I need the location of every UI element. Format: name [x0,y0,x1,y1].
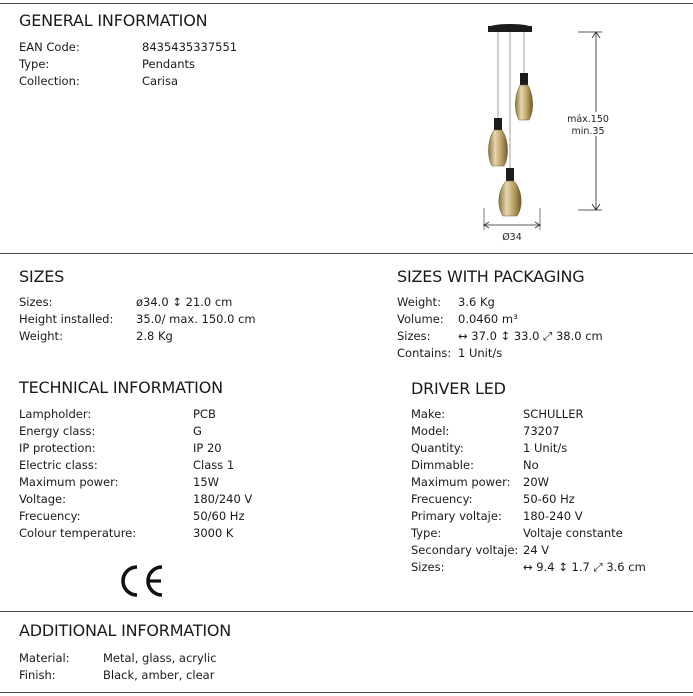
packaging-row-weight: Weight: 3.6 Kg [397,295,495,309]
additional-row-finish: Finish: Black, amber, clear [19,668,215,682]
packaging-row-sizes: Sizes: ↔ 37.0 ↕ 33.0 ⤢ 38.0 cm [397,329,603,343]
additional-row-material: Material: Metal, glass, acrylic [19,651,217,665]
packaging-row-contains: Contains: 1 Unit/s [397,346,503,360]
width-label: Ø34 [502,232,522,243]
driver-row: Sizes: ↔ 9.4 ↕ 1.7 ⤢ 3.6 cm [411,560,646,574]
driver-list [411,406,691,576]
general-row-type: Type: Pendants [19,57,196,71]
packaging-heading: SIZES WITH PACKAGING [397,267,585,286]
driver-row: Secondary voltaje: 24 V [411,543,550,557]
general-row-ean: EAN Code: 8435435337551 [19,40,238,54]
packaging-list [397,294,687,362]
driver-row: Maximum power: 20W [411,475,550,489]
sizes-row-weight: Weight: 2.8 Kg [19,329,173,343]
shade-right [515,73,532,120]
technical-row: Voltage: 180/240 V [19,492,253,506]
general-row-collection: Collection: Carisa [19,74,179,88]
pendant-lamp-diagram [470,18,620,243]
shade-bottom [499,168,521,216]
driver-row: Primary voltaje: 180-240 V [411,509,583,523]
technical-list [19,406,349,542]
technical-row: Maximum power: 15W [19,475,220,489]
general-information-list [19,39,319,90]
packaging-row-volume: Volume: 0.0460 m³ [397,312,518,326]
general-information-heading: GENERAL INFORMATION [19,11,208,30]
sizes-list [19,294,339,345]
driver-heading: DRIVER LED [411,379,506,398]
technical-row: IP protection: IP 20 [19,441,222,455]
bottom-rule [0,692,693,693]
driver-row: Quantity: 1 Unit/s [411,441,568,455]
top-rule [0,3,693,4]
shade-left [488,118,507,166]
canopy-body [488,26,532,32]
driver-row: Dimmable: No [411,458,539,472]
additional-list [19,650,319,684]
technical-row: Energy class: G [19,424,202,438]
driver-row: Type: Voltaje constante [411,526,623,540]
technical-row: Frecuency: 50/60 Hz [19,509,245,523]
height-label-min: min.35 [571,126,605,137]
sizes-row-sizes: Sizes: ø34.0 ↕ 21.0 cm [19,295,233,309]
additional-heading: ADDITIONAL INFORMATION [19,621,232,640]
rule-sizes [0,253,693,254]
technical-heading: TECHNICAL INFORMATION [19,378,223,397]
driver-row: Make: SCHULLER [411,407,584,421]
ce-mark-text: CE [118,563,120,564]
technical-row: Colour temperature: 3000 K [19,526,234,540]
technical-row: Lampholder: PCB [19,407,216,421]
rule-additional [0,611,693,612]
technical-row: Electric class: Class 1 [19,458,235,472]
driver-row: Model: 73207 [411,424,560,438]
sizes-heading: SIZES [19,267,65,286]
ce-mark-icon [118,563,166,599]
height-label-max: máx.150 [567,114,609,125]
sizes-row-height: Height installed: 35.0/ max. 150.0 cm [19,312,256,326]
driver-row: Frecuency: 50-60 Hz [411,492,575,506]
